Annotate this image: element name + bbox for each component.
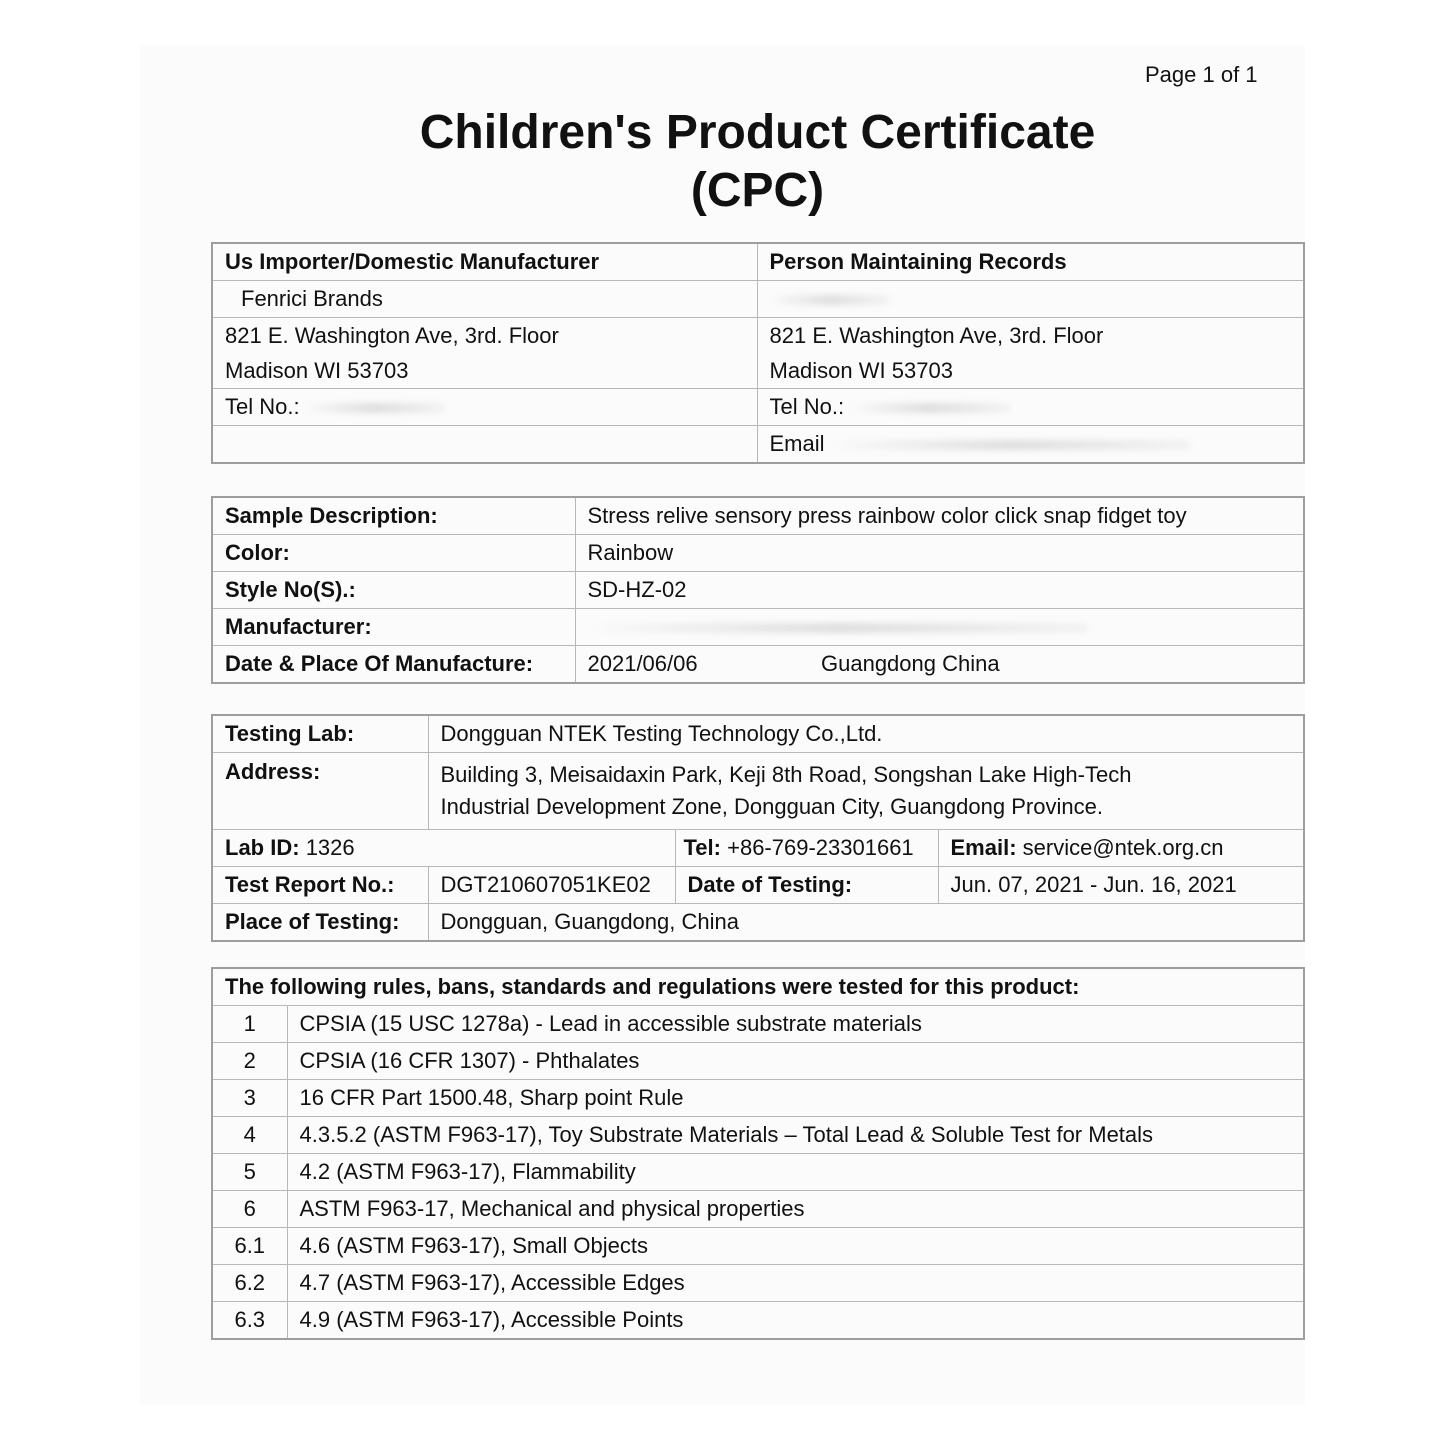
rule-row <box>212 1043 1304 1080</box>
records-address-line1: 821 E. Washington Ave, 3rd. Floor <box>757 318 1304 355</box>
rules-heading: The following rules, bans, standards and regulations were tested for this product: <box>212 968 1304 1006</box>
rules-list <box>212 1006 1304 1340</box>
rule-row <box>212 1302 1304 1340</box>
rule-number: 2 <box>212 1043 287 1080</box>
lab-address-value <box>428 753 1304 830</box>
manufacture-date: 2021/06/06 <box>575 646 809 684</box>
records-heading: Person Maintaining Records <box>757 243 1304 281</box>
rule-number: 4 <box>212 1117 287 1154</box>
page-subtitle: (CPC) <box>690 164 825 217</box>
rule-text: 4.6 (ASTM F963-17), Small Objects <box>287 1228 1304 1265</box>
page-number: Page 1 of 1 <box>1145 62 1258 87</box>
manufacture-place: Guangdong China <box>809 646 1304 684</box>
rule-number: 6.2 <box>212 1265 287 1302</box>
testing-lab-label: Testing Lab: <box>212 715 428 753</box>
page-title: Children's Product Certificate <box>419 106 1096 159</box>
rule-row <box>212 1080 1304 1117</box>
color-label: Color: <box>212 535 575 572</box>
importer-tel-label: Tel No.: <box>225 394 300 419</box>
sample-description-label: Sample Description: <box>212 497 575 535</box>
date-place-label: Date & Place Of Manufacture: <box>212 646 575 684</box>
importer-company: Fenrici Brands <box>212 281 757 318</box>
rule-text: CPSIA (15 USC 1278a) - Lead in accessible substrate materials <box>287 1006 1304 1043</box>
importer-tel <box>212 389 757 426</box>
sample-description-value: Stress relive sensory press rainbow color click snap fidget toy <box>575 497 1304 535</box>
rule-text: 4.7 (ASTM F963-17), Accessible Edges <box>287 1265 1304 1302</box>
style-value: SD-HZ-02 <box>575 572 1304 609</box>
rule-number: 1 <box>212 1006 287 1043</box>
style-label: Style No(S).: <box>212 572 575 609</box>
records-tel <box>757 389 1304 426</box>
lab-email-value: service@ntek.org.cn <box>1022 835 1224 860</box>
rule-text: 4.9 (ASTM F963-17), Accessible Points <box>287 1302 1304 1340</box>
lab-id-value: 1326 <box>305 835 355 860</box>
importer-address-line1: 821 E. Washington Ave, 3rd. Floor <box>212 318 757 355</box>
importer-address-line2: Madison WI 53703 <box>212 354 757 389</box>
color-value: Rainbow <box>575 535 1304 572</box>
lab-id-label: Lab ID: <box>225 835 300 860</box>
rules-table <box>211 967 1305 1340</box>
rule-text: 16 CFR Part 1500.48, Sharp point Rule <box>287 1080 1304 1117</box>
rule-number: 6 <box>212 1191 287 1228</box>
date-of-testing-label: Date of Testing: <box>675 867 938 904</box>
records-tel-label: Tel No.: <box>769 394 845 419</box>
lab-table <box>211 714 1305 942</box>
rule-row <box>212 1228 1304 1265</box>
rule-row <box>212 1191 1304 1228</box>
manufacturer-label: Manufacturer: <box>212 609 575 646</box>
importer-table <box>211 242 1305 464</box>
rule-row <box>212 1006 1304 1043</box>
rule-text: CPSIA (16 CFR 1307) - Phthalates <box>287 1043 1304 1080</box>
records-email <box>757 426 1304 464</box>
importer-heading: Us Importer/Domestic Manufacturer <box>212 243 757 281</box>
importer-empty-cell <box>212 426 757 464</box>
rule-row <box>212 1265 1304 1302</box>
rule-text: 4.3.5.2 (ASTM F963-17), Toy Substrate Materials – Total Lead & Soluble Test for Metals <box>287 1117 1304 1154</box>
manufacturer-value-redacted <box>575 609 1304 646</box>
test-report-value: DGT210607051KE02 <box>428 867 675 904</box>
rule-number: 6.1 <box>212 1228 287 1265</box>
lab-tel-label: Tel: <box>683 835 721 860</box>
lab-email <box>938 830 1304 867</box>
lab-tel <box>675 830 938 867</box>
date-of-testing-value: Jun. 07, 2021 - Jun. 16, 2021 <box>938 867 1304 904</box>
rule-text: 4.2 (ASTM F963-17), Flammability <box>287 1154 1304 1191</box>
place-of-testing-label: Place of Testing: <box>212 904 428 942</box>
records-email-label: Email <box>769 431 825 456</box>
lab-address-label: Address: <box>212 753 428 830</box>
rule-text: ASTM F963-17, Mechanical and physical properties <box>287 1191 1304 1228</box>
records-address-line2: Madison WI 53703 <box>757 354 1304 389</box>
lab-address-line2: Industrial Development Zone, Dongguan City, Guangdong Province. <box>440 794 1103 819</box>
place-of-testing-value: Dongguan, Guangdong, China <box>428 904 1304 942</box>
lab-tel-value: +86-769-23301661 <box>727 835 914 860</box>
rule-number: 3 <box>212 1080 287 1117</box>
rule-row <box>212 1117 1304 1154</box>
lab-address-line1: Building 3, Meisaidaxin Park, Keji 8th Road, Songshan Lake High-Tech <box>440 762 1132 787</box>
testing-lab-value: Dongguan NTEK Testing Technology Co.,Ltd. <box>428 715 1304 753</box>
rule-number: 5 <box>212 1154 287 1191</box>
lab-email-label: Email: <box>950 835 1017 860</box>
sample-table <box>211 496 1305 684</box>
test-report-label: Test Report No.: <box>212 867 428 904</box>
records-name-redacted <box>757 281 1304 318</box>
rule-number: 6.3 <box>212 1302 287 1340</box>
rule-row <box>212 1154 1304 1191</box>
lab-id <box>212 830 675 867</box>
